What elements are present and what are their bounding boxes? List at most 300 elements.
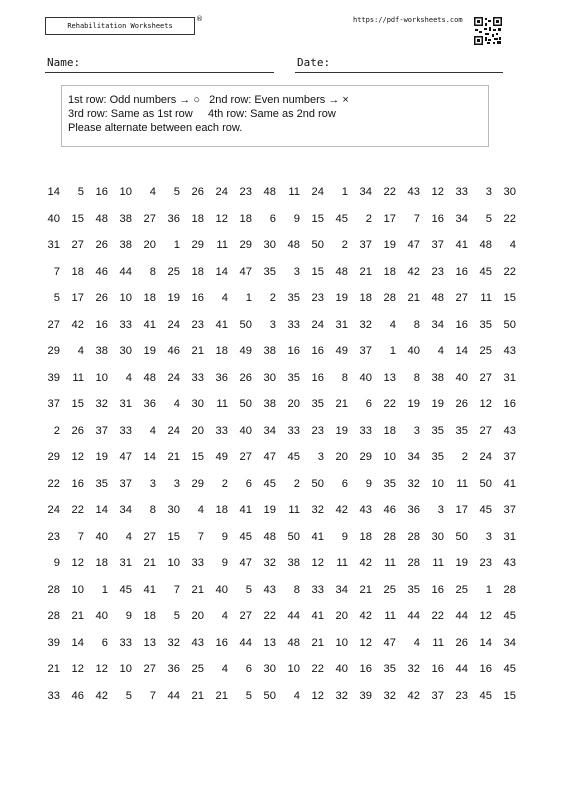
number-cell[interactable]: 31 xyxy=(335,318,348,331)
number-cell[interactable]: 2 xyxy=(293,477,300,490)
number-cell[interactable]: 11 xyxy=(432,557,444,570)
number-cell[interactable]: 10 xyxy=(119,186,132,199)
number-cell[interactable]: 38 xyxy=(263,345,276,358)
number-cell[interactable]: 14 xyxy=(95,504,108,517)
number-cell[interactable]: 30 xyxy=(119,345,132,358)
number-cell[interactable]: 12 xyxy=(431,186,444,199)
number-cell[interactable]: 12 xyxy=(311,689,324,702)
number-cell[interactable]: 32 xyxy=(263,557,276,570)
number-cell[interactable]: 7 xyxy=(197,530,204,543)
number-cell[interactable]: 33 xyxy=(359,424,372,437)
number-cell[interactable]: 25 xyxy=(191,663,204,676)
number-cell[interactable]: 42 xyxy=(359,610,372,623)
number-cell[interactable]: 27 xyxy=(143,212,156,225)
number-cell[interactable]: 35 xyxy=(407,583,420,596)
number-cell[interactable]: 3 xyxy=(485,186,492,199)
number-cell[interactable]: 49 xyxy=(239,345,252,358)
number-cell[interactable]: 49 xyxy=(215,451,228,464)
number-cell[interactable]: 19 xyxy=(95,451,108,464)
number-cell[interactable]: 32 xyxy=(311,504,324,517)
number-cell[interactable]: 15 xyxy=(191,451,204,464)
number-cell[interactable]: 38 xyxy=(95,345,108,358)
number-cell[interactable]: 7 xyxy=(53,265,60,278)
number-cell[interactable]: 40 xyxy=(215,583,228,596)
number-cell[interactable]: 45 xyxy=(335,212,348,225)
number-cell[interactable]: 15 xyxy=(503,292,516,305)
number-cell[interactable]: 24 xyxy=(215,186,228,199)
number-cell[interactable]: 2 xyxy=(269,292,276,305)
number-cell[interactable]: 21 xyxy=(335,398,348,411)
number-cell[interactable]: 30 xyxy=(431,530,444,543)
number-cell[interactable]: 27 xyxy=(143,530,156,543)
number-cell[interactable]: 35 xyxy=(287,292,300,305)
number-cell[interactable]: 48 xyxy=(143,371,156,384)
number-cell[interactable]: 28 xyxy=(47,610,60,623)
number-cell[interactable]: 21 xyxy=(359,265,372,278)
number-cell[interactable]: 14 xyxy=(71,636,84,649)
number-cell[interactable]: 23 xyxy=(455,689,468,702)
number-cell[interactable]: 9 xyxy=(53,557,60,570)
number-cell[interactable]: 33 xyxy=(119,636,132,649)
number-cell[interactable]: 44 xyxy=(239,636,252,649)
number-cell[interactable]: 9 xyxy=(221,557,228,570)
number-cell[interactable]: 17 xyxy=(383,212,396,225)
number-cell[interactable]: 16 xyxy=(359,663,372,676)
number-cell[interactable]: 8 xyxy=(413,318,420,331)
number-cell[interactable]: 25 xyxy=(383,583,396,596)
number-cell[interactable]: 1 xyxy=(389,345,396,358)
number-cell[interactable]: 48 xyxy=(263,186,276,199)
number-cell[interactable]: 45 xyxy=(503,610,516,623)
number-cell[interactable]: 25 xyxy=(455,583,468,596)
number-cell[interactable]: 19 xyxy=(407,398,420,411)
number-cell[interactable]: 19 xyxy=(335,424,348,437)
name-field[interactable] xyxy=(45,72,274,73)
number-cell[interactable]: 34 xyxy=(431,318,444,331)
number-cell[interactable]: 18 xyxy=(191,212,204,225)
number-cell[interactable]: 18 xyxy=(71,265,84,278)
number-cell[interactable]: 21 xyxy=(311,636,324,649)
number-cell[interactable]: 22 xyxy=(71,504,84,517)
number-cell[interactable]: 4 xyxy=(413,636,420,649)
number-cell[interactable]: 24 xyxy=(479,451,492,464)
number-cell[interactable]: 48 xyxy=(479,239,492,252)
number-cell[interactable]: 11 xyxy=(456,477,468,490)
number-cell[interactable]: 33 xyxy=(191,371,204,384)
number-cell[interactable]: 15 xyxy=(311,212,324,225)
number-cell[interactable]: 32 xyxy=(359,318,372,331)
number-cell[interactable]: 34 xyxy=(359,186,372,199)
number-cell[interactable]: 12 xyxy=(71,663,84,676)
number-cell[interactable]: 3 xyxy=(413,424,420,437)
number-cell[interactable]: 37 xyxy=(47,398,60,411)
number-cell[interactable]: 18 xyxy=(143,292,156,305)
number-cell[interactable]: 9 xyxy=(221,530,228,543)
number-cell[interactable]: 37 xyxy=(119,477,132,490)
number-cell[interactable]: 25 xyxy=(479,345,492,358)
number-cell[interactable]: 11 xyxy=(384,610,396,623)
number-cell[interactable]: 12 xyxy=(359,636,372,649)
site-url[interactable]: https://pdf-worksheets.com xyxy=(353,16,463,24)
number-cell[interactable]: 30 xyxy=(263,371,276,384)
number-cell[interactable]: 17 xyxy=(455,504,468,517)
number-cell[interactable]: 2 xyxy=(341,239,348,252)
number-cell[interactable]: 10 xyxy=(119,292,132,305)
number-cell[interactable]: 3 xyxy=(485,530,492,543)
number-cell[interactable]: 29 xyxy=(47,451,60,464)
number-cell[interactable]: 43 xyxy=(407,186,420,199)
number-cell[interactable]: 16 xyxy=(95,186,108,199)
number-cell[interactable]: 27 xyxy=(143,663,156,676)
number-cell[interactable]: 50 xyxy=(479,477,492,490)
number-cell[interactable]: 16 xyxy=(95,318,108,331)
number-cell[interactable]: 31 xyxy=(119,398,132,411)
number-cell[interactable]: 24 xyxy=(311,186,324,199)
number-cell[interactable]: 35 xyxy=(95,477,108,490)
number-cell[interactable]: 16 xyxy=(287,345,300,358)
number-cell[interactable]: 4 xyxy=(221,610,228,623)
number-cell[interactable]: 11 xyxy=(432,636,444,649)
number-cell[interactable]: 42 xyxy=(335,504,348,517)
number-cell[interactable]: 36 xyxy=(407,504,420,517)
number-cell[interactable]: 6 xyxy=(365,398,372,411)
number-cell[interactable]: 11 xyxy=(216,239,228,252)
number-cell[interactable]: 27 xyxy=(71,239,84,252)
number-cell[interactable]: 29 xyxy=(47,345,60,358)
number-cell[interactable]: 4 xyxy=(221,663,228,676)
number-cell[interactable]: 25 xyxy=(167,265,180,278)
number-cell[interactable]: 10 xyxy=(383,451,396,464)
number-cell[interactable]: 46 xyxy=(95,265,108,278)
number-cell[interactable]: 16 xyxy=(455,265,468,278)
number-cell[interactable]: 6 xyxy=(101,636,108,649)
number-cell[interactable]: 4 xyxy=(125,371,132,384)
number-cell[interactable]: 20 xyxy=(335,610,348,623)
number-cell[interactable]: 46 xyxy=(71,689,84,702)
number-cell[interactable]: 35 xyxy=(383,477,396,490)
number-cell[interactable]: 38 xyxy=(263,398,276,411)
number-cell[interactable]: 21 xyxy=(407,292,420,305)
number-cell[interactable]: 15 xyxy=(71,398,84,411)
number-cell[interactable]: 19 xyxy=(263,504,276,517)
number-cell[interactable]: 5 xyxy=(245,583,252,596)
number-cell[interactable]: 34 xyxy=(263,424,276,437)
number-cell[interactable]: 19 xyxy=(383,239,396,252)
number-cell[interactable]: 45 xyxy=(503,663,516,676)
number-cell[interactable]: 16 xyxy=(215,636,228,649)
number-cell[interactable]: 34 xyxy=(335,583,348,596)
number-cell[interactable]: 16 xyxy=(191,292,204,305)
number-cell[interactable]: 2 xyxy=(461,451,468,464)
number-cell[interactable]: 3 xyxy=(437,504,444,517)
number-cell[interactable]: 32 xyxy=(407,663,420,676)
number-cell[interactable]: 46 xyxy=(383,504,396,517)
number-cell[interactable]: 50 xyxy=(239,398,252,411)
number-cell[interactable]: 31 xyxy=(503,371,516,384)
number-cell[interactable]: 20 xyxy=(191,610,204,623)
number-cell[interactable]: 10 xyxy=(431,477,444,490)
number-cell[interactable]: 28 xyxy=(383,292,396,305)
number-cell[interactable]: 36 xyxy=(167,212,180,225)
number-cell[interactable]: 6 xyxy=(341,477,348,490)
number-cell[interactable]: 20 xyxy=(191,424,204,437)
number-cell[interactable]: 42 xyxy=(407,689,420,702)
number-cell[interactable]: 15 xyxy=(167,530,180,543)
number-cell[interactable]: 18 xyxy=(359,292,372,305)
number-cell[interactable]: 9 xyxy=(293,212,300,225)
number-cell[interactable]: 4 xyxy=(509,239,516,252)
number-cell[interactable]: 3 xyxy=(173,477,180,490)
number-cell[interactable]: 37 xyxy=(431,239,444,252)
number-cell[interactable]: 37 xyxy=(95,424,108,437)
number-cell[interactable]: 34 xyxy=(503,636,516,649)
number-cell[interactable]: 19 xyxy=(167,292,180,305)
number-cell[interactable]: 43 xyxy=(503,557,516,570)
number-cell[interactable]: 7 xyxy=(413,212,420,225)
number-cell[interactable]: 10 xyxy=(119,663,132,676)
number-cell[interactable]: 19 xyxy=(455,557,468,570)
number-cell[interactable]: 38 xyxy=(119,212,132,225)
number-cell[interactable]: 11 xyxy=(480,292,492,305)
number-cell[interactable]: 4 xyxy=(293,689,300,702)
number-cell[interactable]: 33 xyxy=(287,318,300,331)
number-cell[interactable]: 40 xyxy=(455,371,468,384)
number-cell[interactable]: 4 xyxy=(125,530,132,543)
number-cell[interactable]: 21 xyxy=(191,583,204,596)
number-cell[interactable]: 30 xyxy=(191,398,204,411)
number-cell[interactable]: 48 xyxy=(335,265,348,278)
number-cell[interactable]: 29 xyxy=(239,239,252,252)
number-cell[interactable]: 9 xyxy=(365,477,372,490)
number-cell[interactable]: 18 xyxy=(215,345,228,358)
number-cell[interactable]: 18 xyxy=(215,504,228,517)
number-cell[interactable]: 4 xyxy=(149,186,156,199)
number-cell[interactable]: 47 xyxy=(119,451,132,464)
number-cell[interactable]: 42 xyxy=(95,689,108,702)
number-cell[interactable]: 21 xyxy=(191,689,204,702)
number-cell[interactable]: 41 xyxy=(143,583,156,596)
number-cell[interactable]: 45 xyxy=(287,451,300,464)
number-cell[interactable]: 24 xyxy=(311,318,324,331)
number-cell[interactable]: 41 xyxy=(503,477,516,490)
number-cell[interactable]: 43 xyxy=(191,636,204,649)
number-cell[interactable]: 33 xyxy=(47,689,60,702)
number-cell[interactable]: 29 xyxy=(191,239,204,252)
number-cell[interactable]: 26 xyxy=(239,371,252,384)
number-cell[interactable]: 44 xyxy=(167,689,180,702)
number-cell[interactable]: 23 xyxy=(431,265,444,278)
number-cell[interactable]: 10 xyxy=(167,557,180,570)
number-cell[interactable]: 10 xyxy=(95,371,108,384)
number-cell[interactable]: 28 xyxy=(407,557,420,570)
number-cell[interactable]: 1 xyxy=(341,186,348,199)
number-cell[interactable]: 26 xyxy=(95,239,108,252)
number-cell[interactable]: 27 xyxy=(47,318,60,331)
number-cell[interactable]: 35 xyxy=(263,265,276,278)
number-cell[interactable]: 33 xyxy=(287,424,300,437)
number-cell[interactable]: 4 xyxy=(221,292,228,305)
number-cell[interactable]: 50 xyxy=(455,530,468,543)
number-cell[interactable]: 21 xyxy=(167,451,180,464)
number-cell[interactable]: 18 xyxy=(239,212,252,225)
number-cell[interactable]: 41 xyxy=(311,610,324,623)
number-cell[interactable]: 49 xyxy=(335,345,348,358)
number-cell[interactable]: 27 xyxy=(239,451,252,464)
number-cell[interactable]: 27 xyxy=(239,610,252,623)
number-cell[interactable]: 50 xyxy=(311,477,324,490)
number-cell[interactable]: 19 xyxy=(431,398,444,411)
number-cell[interactable]: 41 xyxy=(215,318,228,331)
number-cell[interactable]: 1 xyxy=(245,292,252,305)
number-cell[interactable]: 24 xyxy=(167,371,180,384)
number-cell[interactable]: 16 xyxy=(455,318,468,331)
number-cell[interactable]: 43 xyxy=(503,424,516,437)
number-cell[interactable]: 3 xyxy=(317,451,324,464)
number-cell[interactable]: 35 xyxy=(431,451,444,464)
number-cell[interactable]: 48 xyxy=(263,530,276,543)
number-cell[interactable]: 14 xyxy=(143,451,156,464)
number-cell[interactable]: 24 xyxy=(47,504,60,517)
number-cell[interactable]: 4 xyxy=(437,345,444,358)
number-cell[interactable]: 11 xyxy=(72,371,84,384)
number-cell[interactable]: 48 xyxy=(287,239,300,252)
number-cell[interactable]: 34 xyxy=(455,212,468,225)
number-cell[interactable]: 28 xyxy=(503,583,516,596)
number-cell[interactable]: 41 xyxy=(239,504,252,517)
number-cell[interactable]: 12 xyxy=(215,212,228,225)
number-cell[interactable]: 23 xyxy=(311,292,324,305)
number-cell[interactable]: 13 xyxy=(263,636,276,649)
number-cell[interactable]: 37 xyxy=(359,345,372,358)
number-cell[interactable]: 44 xyxy=(455,610,468,623)
number-cell[interactable]: 38 xyxy=(287,557,300,570)
number-cell[interactable]: 29 xyxy=(191,477,204,490)
number-cell[interactable]: 32 xyxy=(383,689,396,702)
number-cell[interactable]: 50 xyxy=(311,239,324,252)
number-cell[interactable]: 42 xyxy=(359,557,372,570)
number-cell[interactable]: 10 xyxy=(287,663,300,676)
number-cell[interactable]: 48 xyxy=(95,212,108,225)
number-cell[interactable]: 11 xyxy=(216,398,228,411)
number-cell[interactable]: 36 xyxy=(215,371,228,384)
number-cell[interactable]: 32 xyxy=(407,477,420,490)
number-cell[interactable]: 30 xyxy=(263,239,276,252)
number-cell[interactable]: 5 xyxy=(173,186,180,199)
number-cell[interactable]: 44 xyxy=(455,663,468,676)
number-cell[interactable]: 16 xyxy=(71,477,84,490)
number-cell[interactable]: 5 xyxy=(173,610,180,623)
number-cell[interactable]: 22 xyxy=(47,477,60,490)
number-cell[interactable]: 39 xyxy=(47,636,60,649)
number-cell[interactable]: 9 xyxy=(341,530,348,543)
number-cell[interactable]: 35 xyxy=(311,398,324,411)
number-cell[interactable]: 22 xyxy=(263,610,276,623)
number-cell[interactable]: 33 xyxy=(119,318,132,331)
number-cell[interactable]: 4 xyxy=(389,318,396,331)
number-cell[interactable]: 19 xyxy=(143,345,156,358)
number-cell[interactable]: 39 xyxy=(359,689,372,702)
number-cell[interactable]: 41 xyxy=(311,530,324,543)
number-cell[interactable]: 8 xyxy=(149,504,156,517)
number-cell[interactable]: 6 xyxy=(245,663,252,676)
number-cell[interactable]: 12 xyxy=(311,557,324,570)
number-cell[interactable]: 16 xyxy=(431,663,444,676)
number-cell[interactable]: 20 xyxy=(287,398,300,411)
number-cell[interactable]: 4 xyxy=(149,424,156,437)
number-cell[interactable]: 5 xyxy=(77,186,84,199)
number-cell[interactable]: 6 xyxy=(269,212,276,225)
number-cell[interactable]: 23 xyxy=(239,186,252,199)
number-cell[interactable]: 35 xyxy=(287,371,300,384)
number-cell[interactable]: 16 xyxy=(311,345,324,358)
number-cell[interactable]: 26 xyxy=(95,292,108,305)
number-cell[interactable]: 16 xyxy=(479,663,492,676)
number-cell[interactable]: 41 xyxy=(143,318,156,331)
number-cell[interactable]: 2 xyxy=(365,212,372,225)
number-cell[interactable]: 38 xyxy=(431,371,444,384)
number-cell[interactable]: 18 xyxy=(383,424,396,437)
number-cell[interactable]: 7 xyxy=(77,530,84,543)
number-cell[interactable]: 26 xyxy=(71,424,84,437)
number-cell[interactable]: 35 xyxy=(455,424,468,437)
number-cell[interactable]: 37 xyxy=(503,504,516,517)
number-cell[interactable]: 5 xyxy=(53,292,60,305)
number-cell[interactable]: 24 xyxy=(167,424,180,437)
number-cell[interactable]: 36 xyxy=(167,663,180,676)
number-cell[interactable]: 23 xyxy=(47,530,60,543)
number-cell[interactable]: 26 xyxy=(191,186,204,199)
number-cell[interactable]: 37 xyxy=(431,689,444,702)
number-cell[interactable]: 28 xyxy=(47,583,60,596)
number-cell[interactable]: 46 xyxy=(167,345,180,358)
number-cell[interactable]: 32 xyxy=(95,398,108,411)
number-cell[interactable]: 30 xyxy=(263,663,276,676)
number-cell[interactable]: 48 xyxy=(431,292,444,305)
number-cell[interactable]: 33 xyxy=(119,424,132,437)
number-cell[interactable]: 35 xyxy=(431,424,444,437)
number-cell[interactable]: 16 xyxy=(431,212,444,225)
number-cell[interactable]: 6 xyxy=(245,477,252,490)
number-cell[interactable]: 27 xyxy=(455,292,468,305)
number-cell[interactable]: 42 xyxy=(71,318,84,331)
number-cell[interactable]: 7 xyxy=(173,583,180,596)
number-cell[interactable]: 22 xyxy=(383,398,396,411)
number-cell[interactable]: 47 xyxy=(239,557,252,570)
number-cell[interactable]: 23 xyxy=(191,318,204,331)
number-cell[interactable]: 50 xyxy=(287,530,300,543)
number-cell[interactable]: 15 xyxy=(71,212,84,225)
number-cell[interactable]: 16 xyxy=(431,583,444,596)
number-cell[interactable]: 3 xyxy=(269,318,276,331)
number-cell[interactable]: 41 xyxy=(455,239,468,252)
number-cell[interactable]: 50 xyxy=(503,318,516,331)
number-cell[interactable]: 21 xyxy=(143,557,156,570)
number-cell[interactable]: 22 xyxy=(503,265,516,278)
number-cell[interactable]: 23 xyxy=(311,424,324,437)
number-cell[interactable]: 14 xyxy=(479,636,492,649)
number-cell[interactable]: 33 xyxy=(215,424,228,437)
number-cell[interactable]: 45 xyxy=(119,583,132,596)
number-cell[interactable]: 8 xyxy=(149,265,156,278)
number-cell[interactable]: 28 xyxy=(407,530,420,543)
number-cell[interactable]: 12 xyxy=(479,398,492,411)
number-cell[interactable]: 8 xyxy=(341,371,348,384)
number-cell[interactable]: 44 xyxy=(287,610,300,623)
number-cell[interactable]: 5 xyxy=(485,212,492,225)
number-cell[interactable]: 43 xyxy=(359,504,372,517)
number-cell[interactable]: 22 xyxy=(431,610,444,623)
number-cell[interactable]: 45 xyxy=(479,265,492,278)
